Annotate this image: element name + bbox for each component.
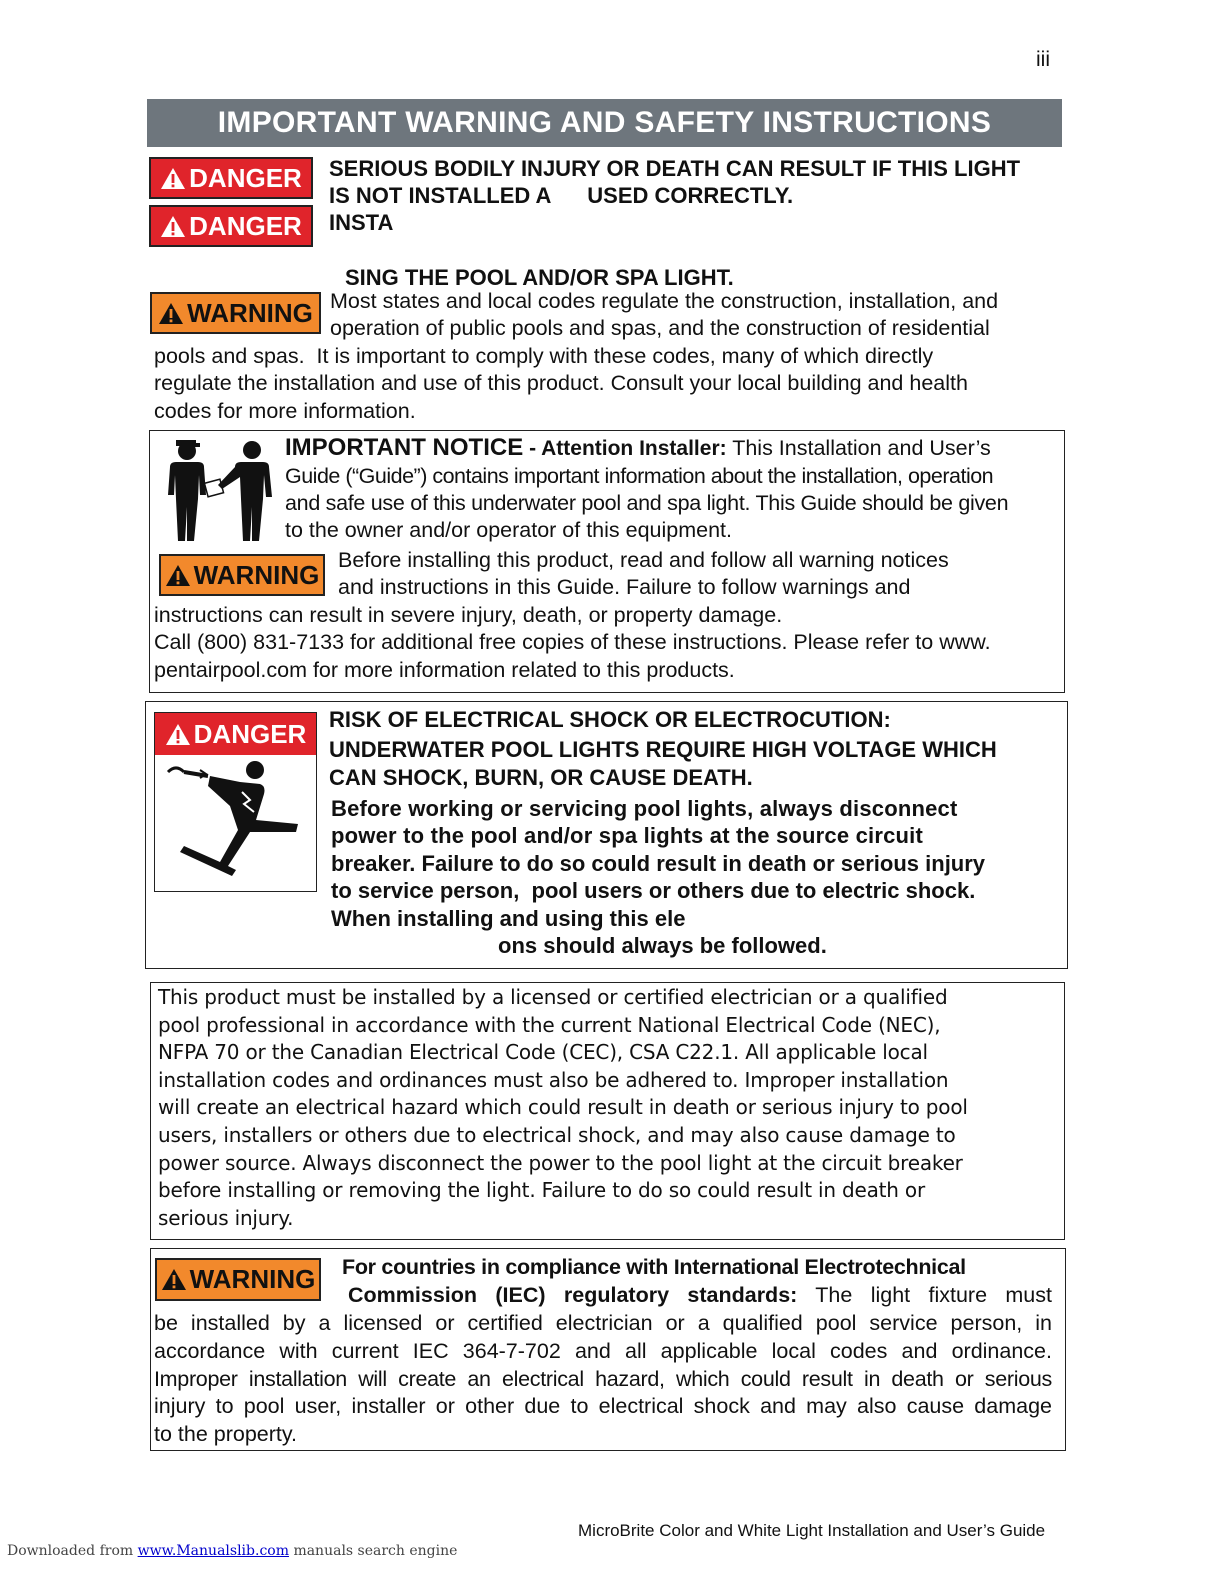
notice-line2: Guide (“Guide”) contains important information about the installation, operation — [285, 464, 994, 488]
iec-line: injury to pool user, installer or other due to electrical shock and may also cause damage — [154, 1394, 1052, 1419]
iec-bold-line1: For countries in compliance with International Electrotechnical — [342, 1255, 966, 1279]
shock-body-line5: When installing and using this ele — [331, 906, 686, 931]
warning-badge — [155, 1258, 321, 1301]
codes-warning-line4: regulate the installation and use of this product. Consult your local building and health — [154, 371, 968, 395]
notice-line3: and safe use of this underwater pool and spa light. This Guide should be given — [285, 491, 1009, 515]
notice-call-line2: pentairpool.com for more information related to this products. — [154, 658, 735, 682]
notice-subheading-text: - Attention Installer: — [529, 437, 727, 460]
iec-bold-line2: Commission (IEC) regulatory standards: — [348, 1283, 798, 1307]
shock-body-line1: Before working or servicing pool lights, always disconnect — [331, 796, 958, 821]
danger-badge — [149, 205, 313, 247]
iec-line: Improper installation will create an electrical hazard, which could result in death or serious — [154, 1366, 1052, 1391]
electrician-line: power source. Always disconnect the power to the pool light at the circuit breaker — [158, 1150, 963, 1175]
iec-line: accordance with current IEC 364-7-702 and all applicable local codes and ordinance. — [154, 1338, 1052, 1363]
notice-heading: IMPORTANT NOTICE — [285, 434, 524, 461]
danger-statement-line3: INSTA — [329, 210, 394, 235]
danger-statement-line1: SERIOUS BODILY INJURY OR DEATH CAN RESULT IF THIS LIGHT — [329, 156, 1021, 181]
shock-heading-line1: RISK OF ELECTRICAL SHOCK OR ELECTROCUTION: — [329, 707, 891, 732]
danger-badge-label: DANGER — [193, 718, 307, 749]
shock-heading-line2: UNDERWATER POOL LIGHTS REQUIRE HIGH VOLTAGE WHICH — [329, 737, 997, 762]
manualslib-link[interactable]: www.Manualslib.com — [137, 1543, 289, 1559]
alert-triangle-icon — [160, 215, 186, 238]
iec-line2 — [348, 1282, 1052, 1309]
electrician-line: This product must be installed by a licensed or certified electrician or a qualified — [158, 985, 948, 1009]
electrician-line: serious injury. — [158, 1205, 294, 1230]
installers-icon — [160, 437, 278, 545]
iec-line: to the property. — [154, 1422, 298, 1447]
iec-line2-rest: The light fixture must — [797, 1283, 1052, 1307]
electrician-line: NFPA 70 or the Canadian Electrical Code (CEC), CSA C22.1. All applicable local — [158, 1040, 928, 1065]
alert-triangle-icon — [160, 167, 186, 190]
shock-body-line6: ons should always be followed. — [498, 933, 827, 958]
alert-triangle-icon — [161, 1268, 187, 1291]
alert-triangle-icon — [158, 302, 184, 325]
shock-body-line2: power to the pool and/or spa lights at the source circuit — [331, 823, 924, 848]
page-number: iii — [1036, 48, 1050, 71]
shock-heading-line3: CAN SHOCK, BURN, OR CAUSE DEATH. — [329, 765, 753, 790]
shock-body-line3: breaker. Failure to do so could result in death or serious injury — [331, 851, 986, 876]
downloaded-from-label: Downloaded from — [7, 1543, 134, 1559]
electrocution-icon — [160, 758, 310, 888]
electrician-line: before installing or removing the light. Failure to do so could result in death or — [158, 1178, 925, 1203]
notice-line1 — [285, 434, 991, 463]
footer-guide-title: MicroBrite Color and White Light Installation and User’s Guide — [578, 1521, 1046, 1540]
notice-warning-line2: and instructions in this Guide. Failure to follow warnings and — [338, 575, 911, 599]
codes-warning-line5: codes for more information. — [154, 399, 416, 423]
electrician-line: installation codes and ordinances must also be adhered to. Improper installation — [158, 1067, 949, 1092]
warning-badge-label: WARNING — [193, 559, 320, 590]
warning-badge — [159, 554, 325, 596]
warning-badge — [150, 292, 321, 334]
alert-triangle-icon — [165, 564, 191, 587]
danger-statement-line2: IS NOT INSTALLED A USED CORRECTLY. — [329, 183, 794, 208]
codes-warning-line2: operation of public pools and spas, and the construction of residential — [330, 316, 990, 340]
search-engine-tagline: manuals search engine — [293, 1543, 458, 1559]
notice-line4: to the owner and/or operator of this equipment. — [285, 518, 732, 542]
download-source — [7, 1543, 457, 1559]
danger-badge-label: DANGER — [189, 210, 302, 241]
notice-warning-line3: instructions can result in severe injury, death, or property damage. — [154, 603, 783, 627]
danger-badge — [155, 713, 316, 755]
codes-warning-line3: pools and spas. It is important to comply with these codes, many of which directly — [154, 344, 934, 368]
electrician-line: users, installers or others due to electrical shock, and may also cause damage to — [158, 1122, 956, 1147]
electrician-line: pool professional in accordance with the current National Electrical Code (NEC), — [158, 1012, 941, 1037]
electrician-text — [158, 984, 968, 1232]
shock-body-line4: to service person, pool users or others due to electric shock. — [331, 878, 976, 903]
danger-badge-label: DANGER — [189, 162, 302, 193]
codes-warning-line1: Most states and local codes regulate the construction, installation, and — [330, 289, 999, 313]
notice-call-line1: Call (800) 831-7133 for additional free copies of these instructions. Please refer to www. — [154, 630, 991, 654]
warning-badge-label: WARNING — [189, 1264, 316, 1294]
warning-badge-label: WARNING — [187, 297, 313, 328]
alert-triangle-icon — [165, 723, 191, 746]
iec-line: be installed by a licensed or certified electrician or a qualified pool service person, in — [154, 1311, 1052, 1335]
electrician-line: will create an electrical hazard which could result in death or serious injury to pool — [158, 1095, 968, 1120]
notice-warning-line1: Before installing this product, read and follow all warning notices — [338, 548, 949, 572]
notice-subheading — [523, 437, 726, 460]
page-title: IMPORTANT WARNING AND SAFETY INSTRUCTIONS — [147, 99, 1062, 147]
iec-body — [154, 1310, 1052, 1449]
danger-badge — [149, 157, 313, 199]
danger-statement-line4: SING THE POOL AND/OR SPA LIGHT. — [345, 265, 734, 290]
notice-line1-rest: This Installation and User’s — [726, 436, 991, 460]
